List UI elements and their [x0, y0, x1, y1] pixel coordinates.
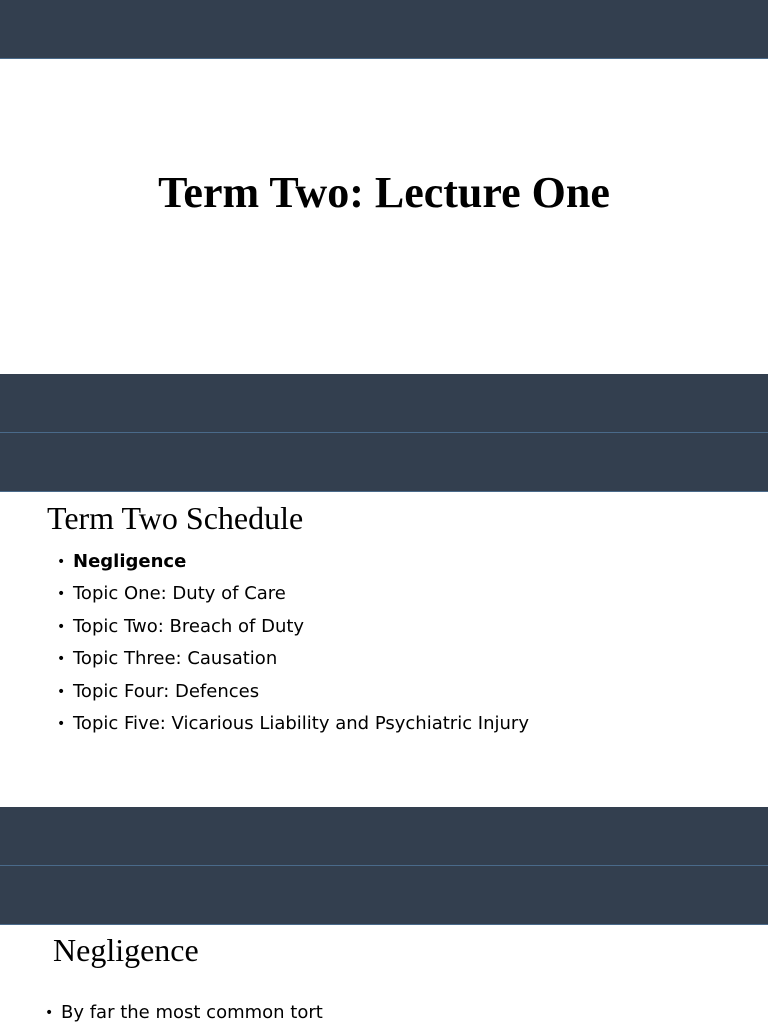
negligence-slide-heading: Negligence — [53, 932, 199, 968]
slide-top-band — [0, 0, 768, 59]
bullet-icon: • — [57, 554, 66, 570]
list-item: • Negligence — [57, 551, 187, 572]
list-item: • Topic Four: Defences — [57, 680, 260, 702]
list-item: • Topic Two: Breach of Duty — [57, 615, 305, 637]
list-item: • Topic One: Duty of Care — [57, 583, 286, 605]
slide-separator-band — [0, 807, 768, 866]
title-slide-title: Term Two: Lecture One — [158, 168, 610, 217]
slide-separator-band — [0, 374, 768, 433]
negligence-bullet-list — [45, 1002, 323, 1024]
list-item: • By far the most common tort — [45, 1002, 323, 1023]
slide-header-band — [0, 866, 768, 925]
slide-header-band — [0, 433, 768, 492]
list-item: • Topic Three: Causation — [57, 648, 278, 670]
bullet-icon: • — [57, 683, 66, 700]
list-item: • Topic Five: Vicarious Liability and Psychiatric Injury — [57, 712, 529, 734]
schedule-slide — [0, 492, 768, 807]
schedule-bullet-list — [57, 551, 529, 745]
schedule-slide-heading: Term Two Schedule — [47, 500, 304, 536]
bullet-icon: • — [57, 651, 66, 668]
title-slide — [0, 59, 768, 374]
bullet-icon: • — [45, 1005, 54, 1021]
bullet-icon: • — [57, 715, 66, 732]
negligence-slide — [0, 925, 768, 1024]
bullet-icon: • — [57, 586, 66, 603]
bullet-icon: • — [57, 618, 66, 635]
